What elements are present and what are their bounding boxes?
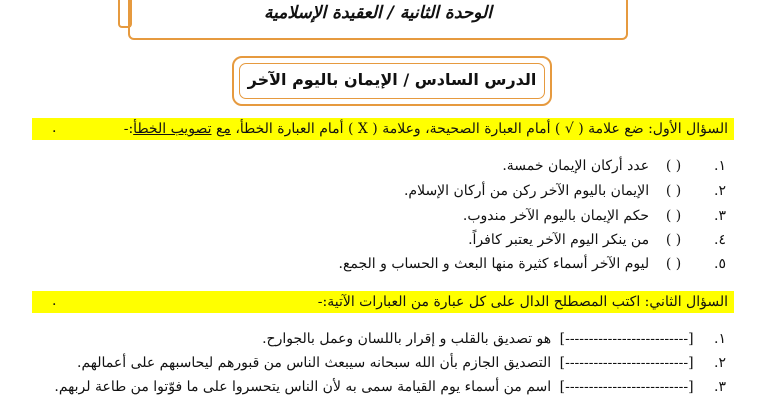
question-1-instruction: السؤال الأول: ضع علامة ( √ ) أمام العبارة الصحيحة، وعلامة ( X ) أمام العبارة الخطأ، [235, 121, 728, 137]
item-number: ٢. [714, 355, 726, 371]
answer-blank[interactable]: [--------------------------] [559, 331, 694, 347]
question-2-item [77, 352, 726, 374]
item-text: عدد أركان الإيمان خمسة. [502, 158, 650, 174]
item-text: الإيمان باليوم الآخر ركن من أركان الإسلام. [403, 183, 650, 199]
question-1-end-dot: . [52, 120, 57, 136]
lesson-title-box [232, 56, 552, 106]
answer-parentheses[interactable]: ( ) [665, 256, 682, 272]
answer-parentheses[interactable]: ( ) [665, 208, 682, 224]
item-text: من ينكر اليوم الآخر يعتبر كافراً. [468, 232, 650, 248]
item-text: ليوم الآخر أسماء كثيرة منها البعث و الحساب و الجمع. [338, 256, 650, 272]
answer-blank[interactable]: [--------------------------] [559, 379, 694, 395]
item-text: هو تصديق بالقلب و إقرار باللسان وعمل بالجوارح. [262, 331, 552, 347]
item-number: ٢. [714, 183, 726, 199]
question-2-item [262, 328, 726, 350]
item-number: ١. [714, 331, 726, 347]
question-1-item [339, 253, 727, 275]
question-1-correct-error: تصويب الخطأ [133, 121, 212, 137]
question-1-item [502, 155, 726, 177]
answer-blank[interactable]: [--------------------------] [559, 355, 694, 371]
question-1-heading [32, 118, 734, 140]
item-number: ٣. [714, 208, 726, 224]
item-text: حكم الإيمان باليوم الآخر مندوب. [462, 208, 650, 224]
unit-banner [128, 0, 628, 40]
question-1-item [404, 180, 726, 202]
lesson-title: الدرس السادس / الإيمان باليوم الآخر [247, 70, 537, 89]
question-2-heading: السؤال الثاني: اكتب المصطلح الدال على كل عبارة من العبارات الآتية:- [32, 291, 734, 313]
item-text: اسم من أسماء يوم القيامة سمى به لأن الناس يتحسروا على ما فوّتوا من طاعة لربهم. [54, 379, 552, 395]
item-text: التصديق الجازم بأن الله سبحانه سيبعث الناس من قبورهم ليحاسبهم على أعمالهم. [77, 355, 552, 371]
answer-parentheses[interactable]: ( ) [665, 232, 682, 248]
question-1-with: مع [215, 121, 231, 137]
answer-parentheses[interactable]: ( ) [665, 183, 682, 199]
item-number: ٤. [714, 232, 726, 248]
question-1-heading-tail: :- [123, 121, 134, 137]
item-number: ٥. [714, 256, 726, 272]
question-1-item [468, 229, 726, 251]
question-2-item [54, 376, 726, 398]
answer-parentheses[interactable]: ( ) [665, 158, 682, 174]
question-2-end-dot: . [52, 293, 57, 309]
item-number: ١. [714, 158, 726, 174]
question-1-item [463, 205, 726, 227]
unit-title: الوحدة الثانية / العقيدة الإسلامية [264, 3, 492, 23]
item-number: ٣. [714, 379, 726, 395]
